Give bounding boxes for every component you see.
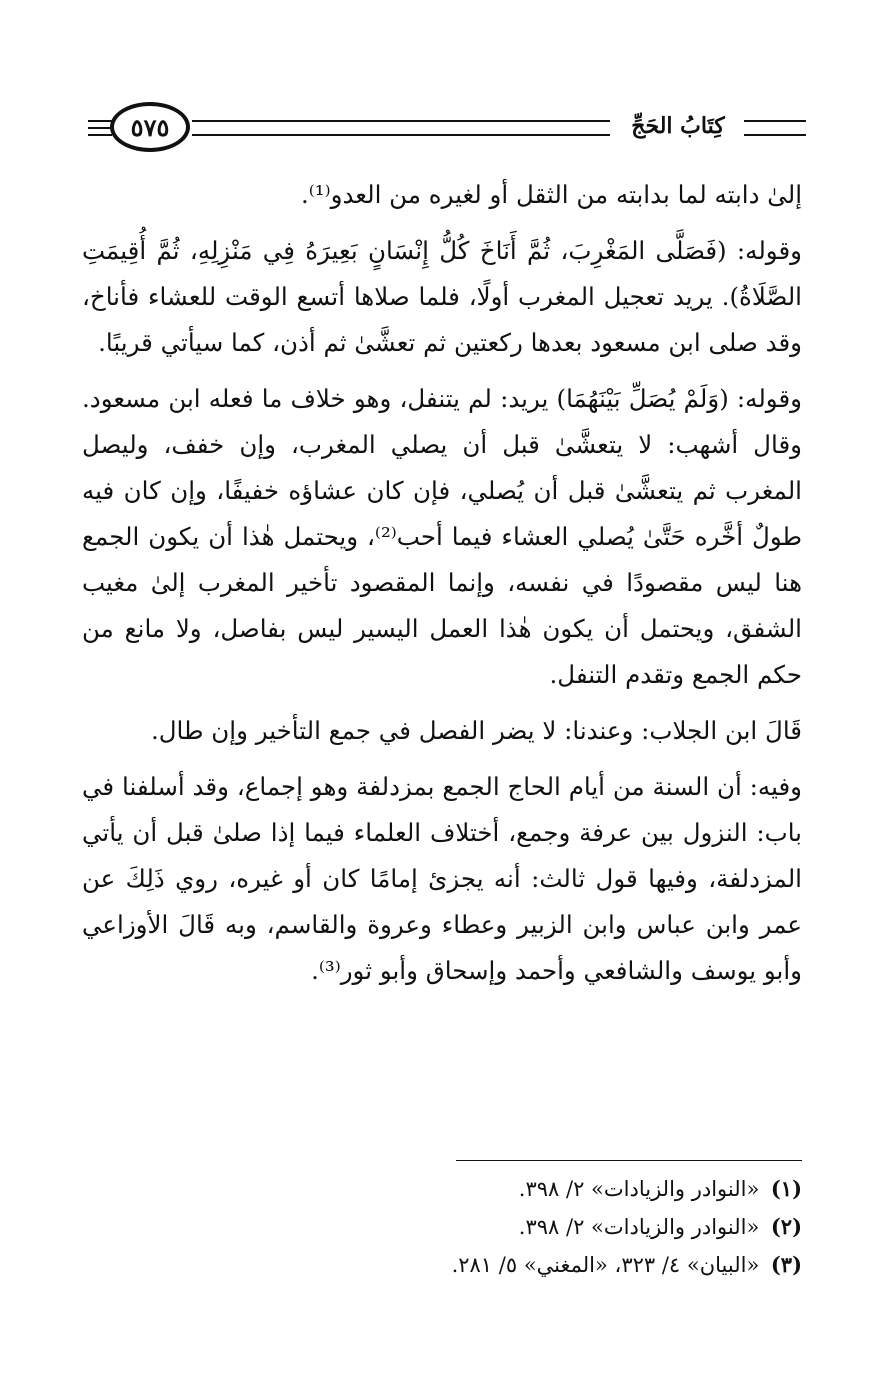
header-rule: [88, 120, 112, 122]
footnote-text: «النوادر والزيادات» ٢/ ٣٩٨.: [518, 1215, 760, 1239]
header-rule: [192, 134, 610, 136]
footnote-item: [300, 1170, 802, 1208]
paragraph: إلىٰ دابته لما بدابته من الثقل أو لغيره من العدو⁽¹⁾.: [300, 180, 802, 209]
footnote-number: (٣): [770, 1252, 802, 1277]
footnote-text: «البيان» ٤/ ٣٢٣، «المغني» ٥/ ٢٨١.: [451, 1253, 760, 1277]
footnote-number: (١): [770, 1176, 802, 1201]
page-number: ٥٧٥: [110, 102, 190, 152]
footnotes: [300, 1170, 802, 1284]
header-rule: [88, 134, 112, 136]
footnote-text: «النوادر والزيادات» ٢/ ٣٩٨.: [518, 1177, 760, 1201]
footnote-item: [300, 1208, 802, 1246]
running-header: [88, 100, 806, 160]
footnote-number: (٢): [770, 1214, 802, 1239]
header-rule: [744, 134, 806, 136]
header-rule: [744, 120, 806, 122]
footnote-item: [300, 1246, 802, 1284]
paragraph: وقوله: (وَلَمْ يُصَلِّ بَيْنَهُمَا) يريد: لم يتنفل، وهو خلاف ما فعله ابن مسعود. وقال أشهب: لا يتعشَّىٰ قبل أن يصلي المغرب، وإن خفف، وليصل المغرب ثم يتعشَّىٰ قبل أن يُصلي، فإن كان عشاؤه خفيفًا، وإن كان فيه طولٌ أخَّره حَتَّىٰ يُصلي العشاء فيما أحب⁽²⁾، ويحتمل هٰذا أن يكون الجمع هنا ليس مقصودًا في نفسه، وإنما المقصود تأخير المغرب إلىٰ مغيب الشفق، ويحتمل أن يكون هٰذا العمل اليسير ليس بفاصل، ولا مانع من حكم الجمع وتقدم التنفل.: [82, 384, 802, 689]
header-rule: [192, 120, 610, 122]
paragraph: قَالَ ابن الجلاب: وعندنا: لا يضر الفصل في جمع التأخير وإن طال.: [150, 716, 802, 745]
main-text: [82, 172, 802, 994]
header-rule: [88, 127, 112, 129]
running-title: كِتَابُ الحَجِّ: [631, 113, 725, 139]
paragraph: وقوله: (فَصَلَّى المَغْرِبَ، ثُمَّ أَنَاخَ كُلُّ إِنْسَانٍ بَعِيرَهُ فِي مَنْزِلِهِ، ثُمَّ أُقِيمَتِ الصَّلَاةُ). يريد تعجيل المغرب أولًا، فلما صلاها أتسع الوقت للعشاء فأناخ، وقد صلى ابن مسعود بعدها ركعتين ثم تعشَّىٰ ثم أذن، كما سيأتي قريبًا.: [82, 236, 802, 357]
footnote-separator: [456, 1160, 802, 1161]
paragraph: وفيه: أن السنة من أيام الحاج الجمع بمزدلفة وهو إجماع، وقد أسلفنا في باب: النزول بين عرفة وجمع، أختلاف العلماء فيما إذا صلىٰ قبل أن يأتي المزدلفة، وفيها قول ثالث: أنه يجزئ إمامًا كان أو غيره، روي ذَلِكَ عن عمر وابن عباس وابن الزبير وعطاء وعروة والقاسم، وبه قَالَ الأوزاعي وأبو يوسف والشافعي وأحمد وإسحاق وأبو ثور⁽³⁾.: [82, 772, 802, 985]
